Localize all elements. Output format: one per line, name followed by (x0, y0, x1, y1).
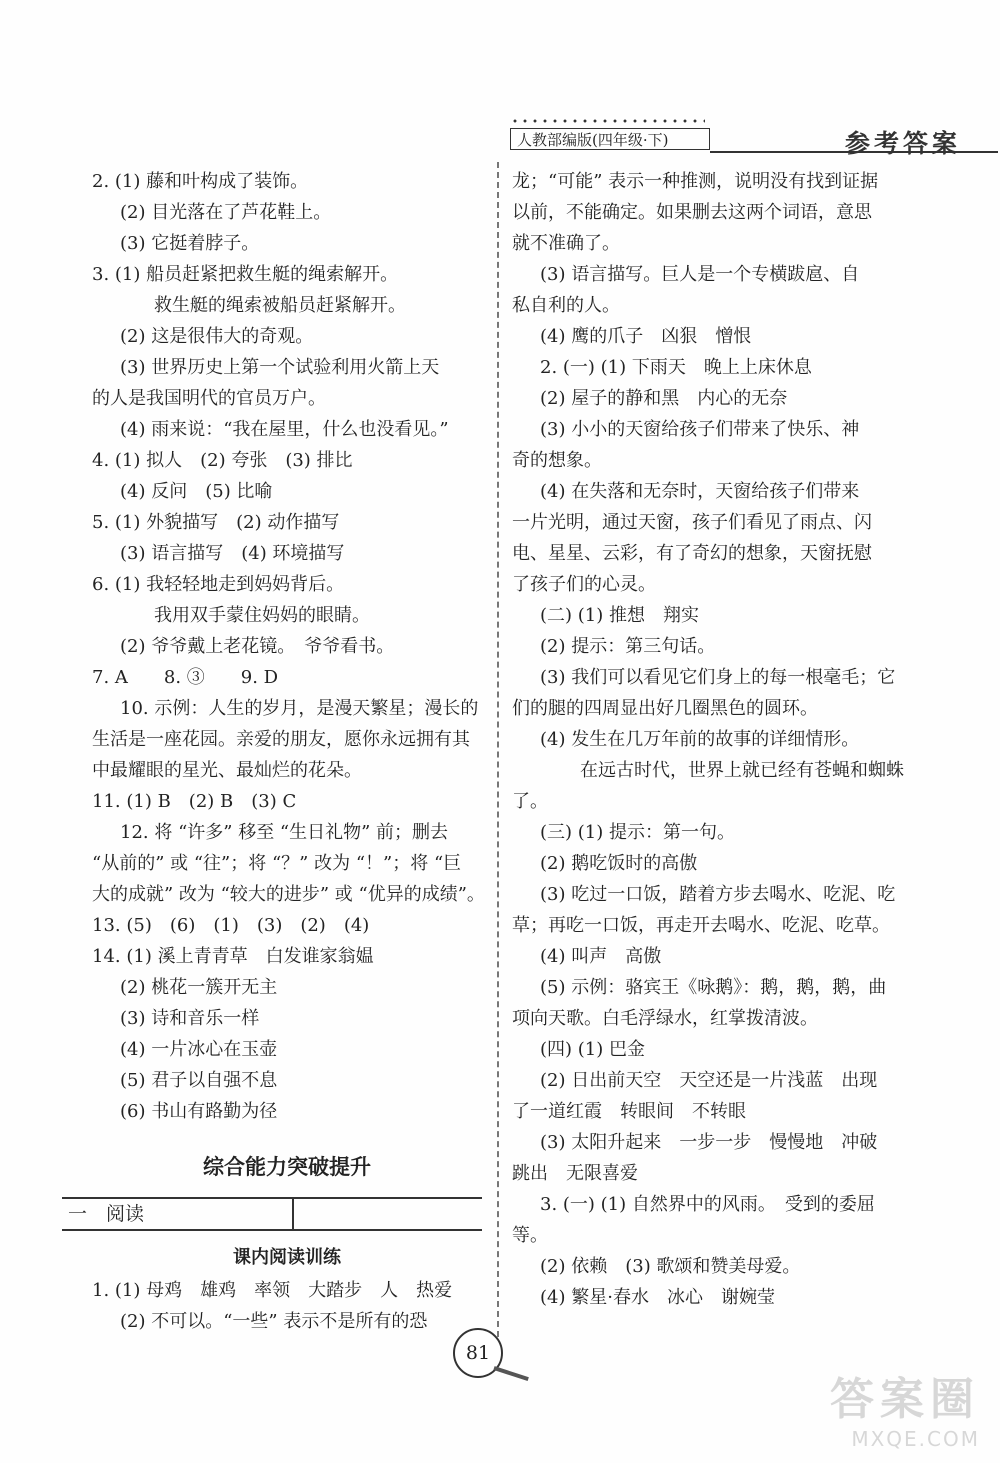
answer-line: (2) 不可以。“一些” 表示不是所有的恐 (120, 1311, 428, 1332)
answer-line: 们的腿的四周显出好几圈黑色的圆环。 (512, 698, 818, 719)
answer-line: 1. (1) 母鸡 雄鸡 率领 大踏步 人 热爱 (92, 1280, 453, 1301)
answer-line: 在远古时代，世界上就已经有苍蝇和蜘蛛 (580, 760, 904, 781)
answer-line: 6. (1) 我轻轻地走到妈妈背后。 (92, 574, 345, 595)
answer-line: 2. (1) 藤和叶构成了装饰。 (92, 171, 309, 192)
answer-line: (3) 语言描写 (4) 环境描写 (120, 543, 345, 564)
answer-line: 就不准确了。 (512, 233, 620, 254)
answer-line: 14. (1) 溪上青青草 白发谁家翁媪 (92, 946, 374, 967)
section-heading: 综合能力突破提升 (203, 1155, 371, 1179)
answer-line: (2) 依赖 (3) 歌颂和赞美母爱。 (540, 1256, 801, 1277)
page-header (510, 122, 998, 156)
answer-line: 大的成就” 改为 “较大的进步” 或 “优异的成绩”。 (92, 884, 485, 905)
answer-line: (3) 世界历史上第一个试验利用火箭上天 (120, 357, 440, 378)
answer-line: 项向天歌。白毛浮绿水，红掌拨清波。 (512, 1008, 818, 1029)
answer-line: 了孩子们的心灵。 (512, 574, 656, 595)
watermark-logo: 答案圈 (830, 1374, 980, 1425)
answer-line: 2. (一) (1) 下雨天 晚上上床休息 (540, 357, 812, 378)
answer-line: (5) 示例：骆宾王《咏鹅》：鹅，鹅，鹅，曲 (540, 977, 887, 998)
answer-line: (4) 繁星·春水 冰心 谢婉莹 (540, 1287, 775, 1308)
section-tab-reading: 一 阅读 (62, 1199, 294, 1229)
answer-line: (二) (1) 推想 翔实 (540, 605, 699, 626)
answer-line: (4) 鹰的爪子 凶狠 憎恨 (540, 326, 752, 347)
answer-line: 跳出 无限喜爱 (512, 1163, 638, 1184)
answer-line: 13. (5) (6) (1) (3) (2) (4) (92, 915, 370, 936)
answer-line: 10. 示例：人生的岁月，是漫天繁星；漫长的 (120, 698, 479, 719)
answer-line: 7. A 8. ③ 9. D (92, 667, 279, 688)
sub-heading: 课内阅读训练 (233, 1247, 341, 1268)
answer-line: (2) 目光落在了芦花鞋上。 (120, 202, 332, 223)
answer-line: 5. (1) 外貌描写 (2) 动作描写 (92, 512, 340, 533)
page-number: 81 (453, 1328, 503, 1378)
answer-line: 的人是我国明代的官员万户。 (92, 388, 326, 409)
answer-line: 私自利的人。 (512, 295, 620, 316)
answer-line: (4) 发生在几万年前的故事的详细情形。 (540, 729, 860, 750)
answer-line: 了一道红霞 转眼间 不转眼 (512, 1101, 746, 1122)
answer-line: (4) 雨来说：“我在屋里，什么也没看见。” (120, 419, 449, 440)
answer-line: 等。 (512, 1225, 548, 1246)
answer-line: (2) 这是很伟大的奇观。 (120, 326, 314, 347)
answer-line: (四) (1) 巴金 (540, 1039, 645, 1060)
answer-line: (4) 一片冰心在玉壶 (120, 1039, 278, 1060)
watermark (830, 1363, 980, 1451)
answer-line: (3) 我们可以看见它们身上的每一根毫毛；它 (540, 667, 896, 688)
answer-line: (2) 日出前天空 天空还是一片浅蓝 出现 (540, 1070, 878, 1091)
answer-line: 3. (1) 船员赶紧把救生艇的绳索解开。 (92, 264, 399, 285)
section-bar (62, 1197, 482, 1231)
answer-line: 我用双手蒙住妈妈的眼睛。 (154, 605, 370, 626)
answer-line: (2) 提示：第三句话。 (540, 636, 716, 657)
answer-line: 中最耀眼的星光、最灿烂的花朵。 (92, 760, 362, 781)
answer-line: 以前，不能确定。如果删去这两个词语，意思 (512, 202, 872, 223)
answer-line: (3) 太阳升起来 一步一步 慢慢地 冲破 (540, 1132, 878, 1153)
answer-line: 4. (1) 拟人 (2) 夸张 (3) 排比 (92, 450, 353, 471)
answer-line: (6) 书山有路勤为径 (120, 1101, 278, 1122)
page-title: 参考答案 (845, 129, 962, 158)
left-column (68, 166, 485, 1337)
magnifier-handle-decoration (493, 1366, 528, 1381)
answer-line: 电、星星、云彩，有了奇幻的想象，天窗抚慰 (512, 543, 872, 564)
answer-line: (3) 诗和音乐一样 (120, 1008, 260, 1029)
answer-line: 11. (1) B (2) B (3) C (92, 791, 297, 812)
answer-line: 奇的想象。 (512, 450, 602, 471)
answer-line: 草；再吃一口饭，再走开去喝水、吃泥、吃草。 (512, 915, 890, 936)
answer-line: 救生艇的绳索被船员赶紧解开。 (154, 295, 406, 316)
answer-line: 生活是一座花园。亲爱的朋友，愿你永远拥有其 (92, 729, 470, 750)
answer-line: 一片光明，通过天窗，孩子们看见了雨点、闪 (512, 512, 872, 533)
answer-line: (4) 叫声 高傲 (540, 946, 662, 967)
answer-line: (2) 爷爷戴上老花镜。 爷爷看书。 (120, 636, 395, 657)
column-divider (497, 162, 499, 1347)
answer-line: 3. (一) (1) 自然界中的风雨。 受到的委屈 (540, 1194, 875, 1215)
answer-line: (三) (1) 提示：第一句。 (540, 822, 735, 843)
answer-line: (5) 君子以自强不息 (120, 1070, 278, 1091)
answer-line: (2) 鹅吃饭时的高傲 (540, 853, 698, 874)
watermark-url: MXQE.COM (851, 1427, 980, 1451)
answer-line: (3) 吃过一口饭，踏着方步去喝水、吃泥、吃 (540, 884, 896, 905)
answer-line: “从前的” 或 “往”；将 “？” 改为 “！”；将 “巨 (92, 853, 462, 874)
answer-line: (4) 在失落和无奈时，天窗给孩子们带来 (540, 481, 860, 502)
right-column (512, 166, 907, 1313)
answer-line: 了。 (512, 791, 548, 812)
answer-line: (3) 语言描写。巨人是一个专横跋扈、自 (540, 264, 860, 285)
header-dots-decoration (510, 118, 705, 124)
answer-line: (2) 屋子的静和黑 内心的无奈 (540, 388, 788, 409)
answer-line: (3) 它挺着脖子。 (120, 233, 260, 254)
answer-line: (4) 反问 (5) 比喻 (120, 481, 273, 502)
answer-line: 龙；“可能” 表示一种推测，说明没有找到证据 (512, 171, 879, 192)
answer-line: (2) 桃花一簇开无主 (120, 977, 278, 998)
edition-label: 人教部编版(四年级·下) (510, 128, 710, 150)
answer-line: 12. 将 “许多” 移至 “生日礼物” 前；删去 (120, 822, 449, 843)
answer-line: (3) 小小的天窗给孩子们带来了快乐、神 (540, 419, 860, 440)
